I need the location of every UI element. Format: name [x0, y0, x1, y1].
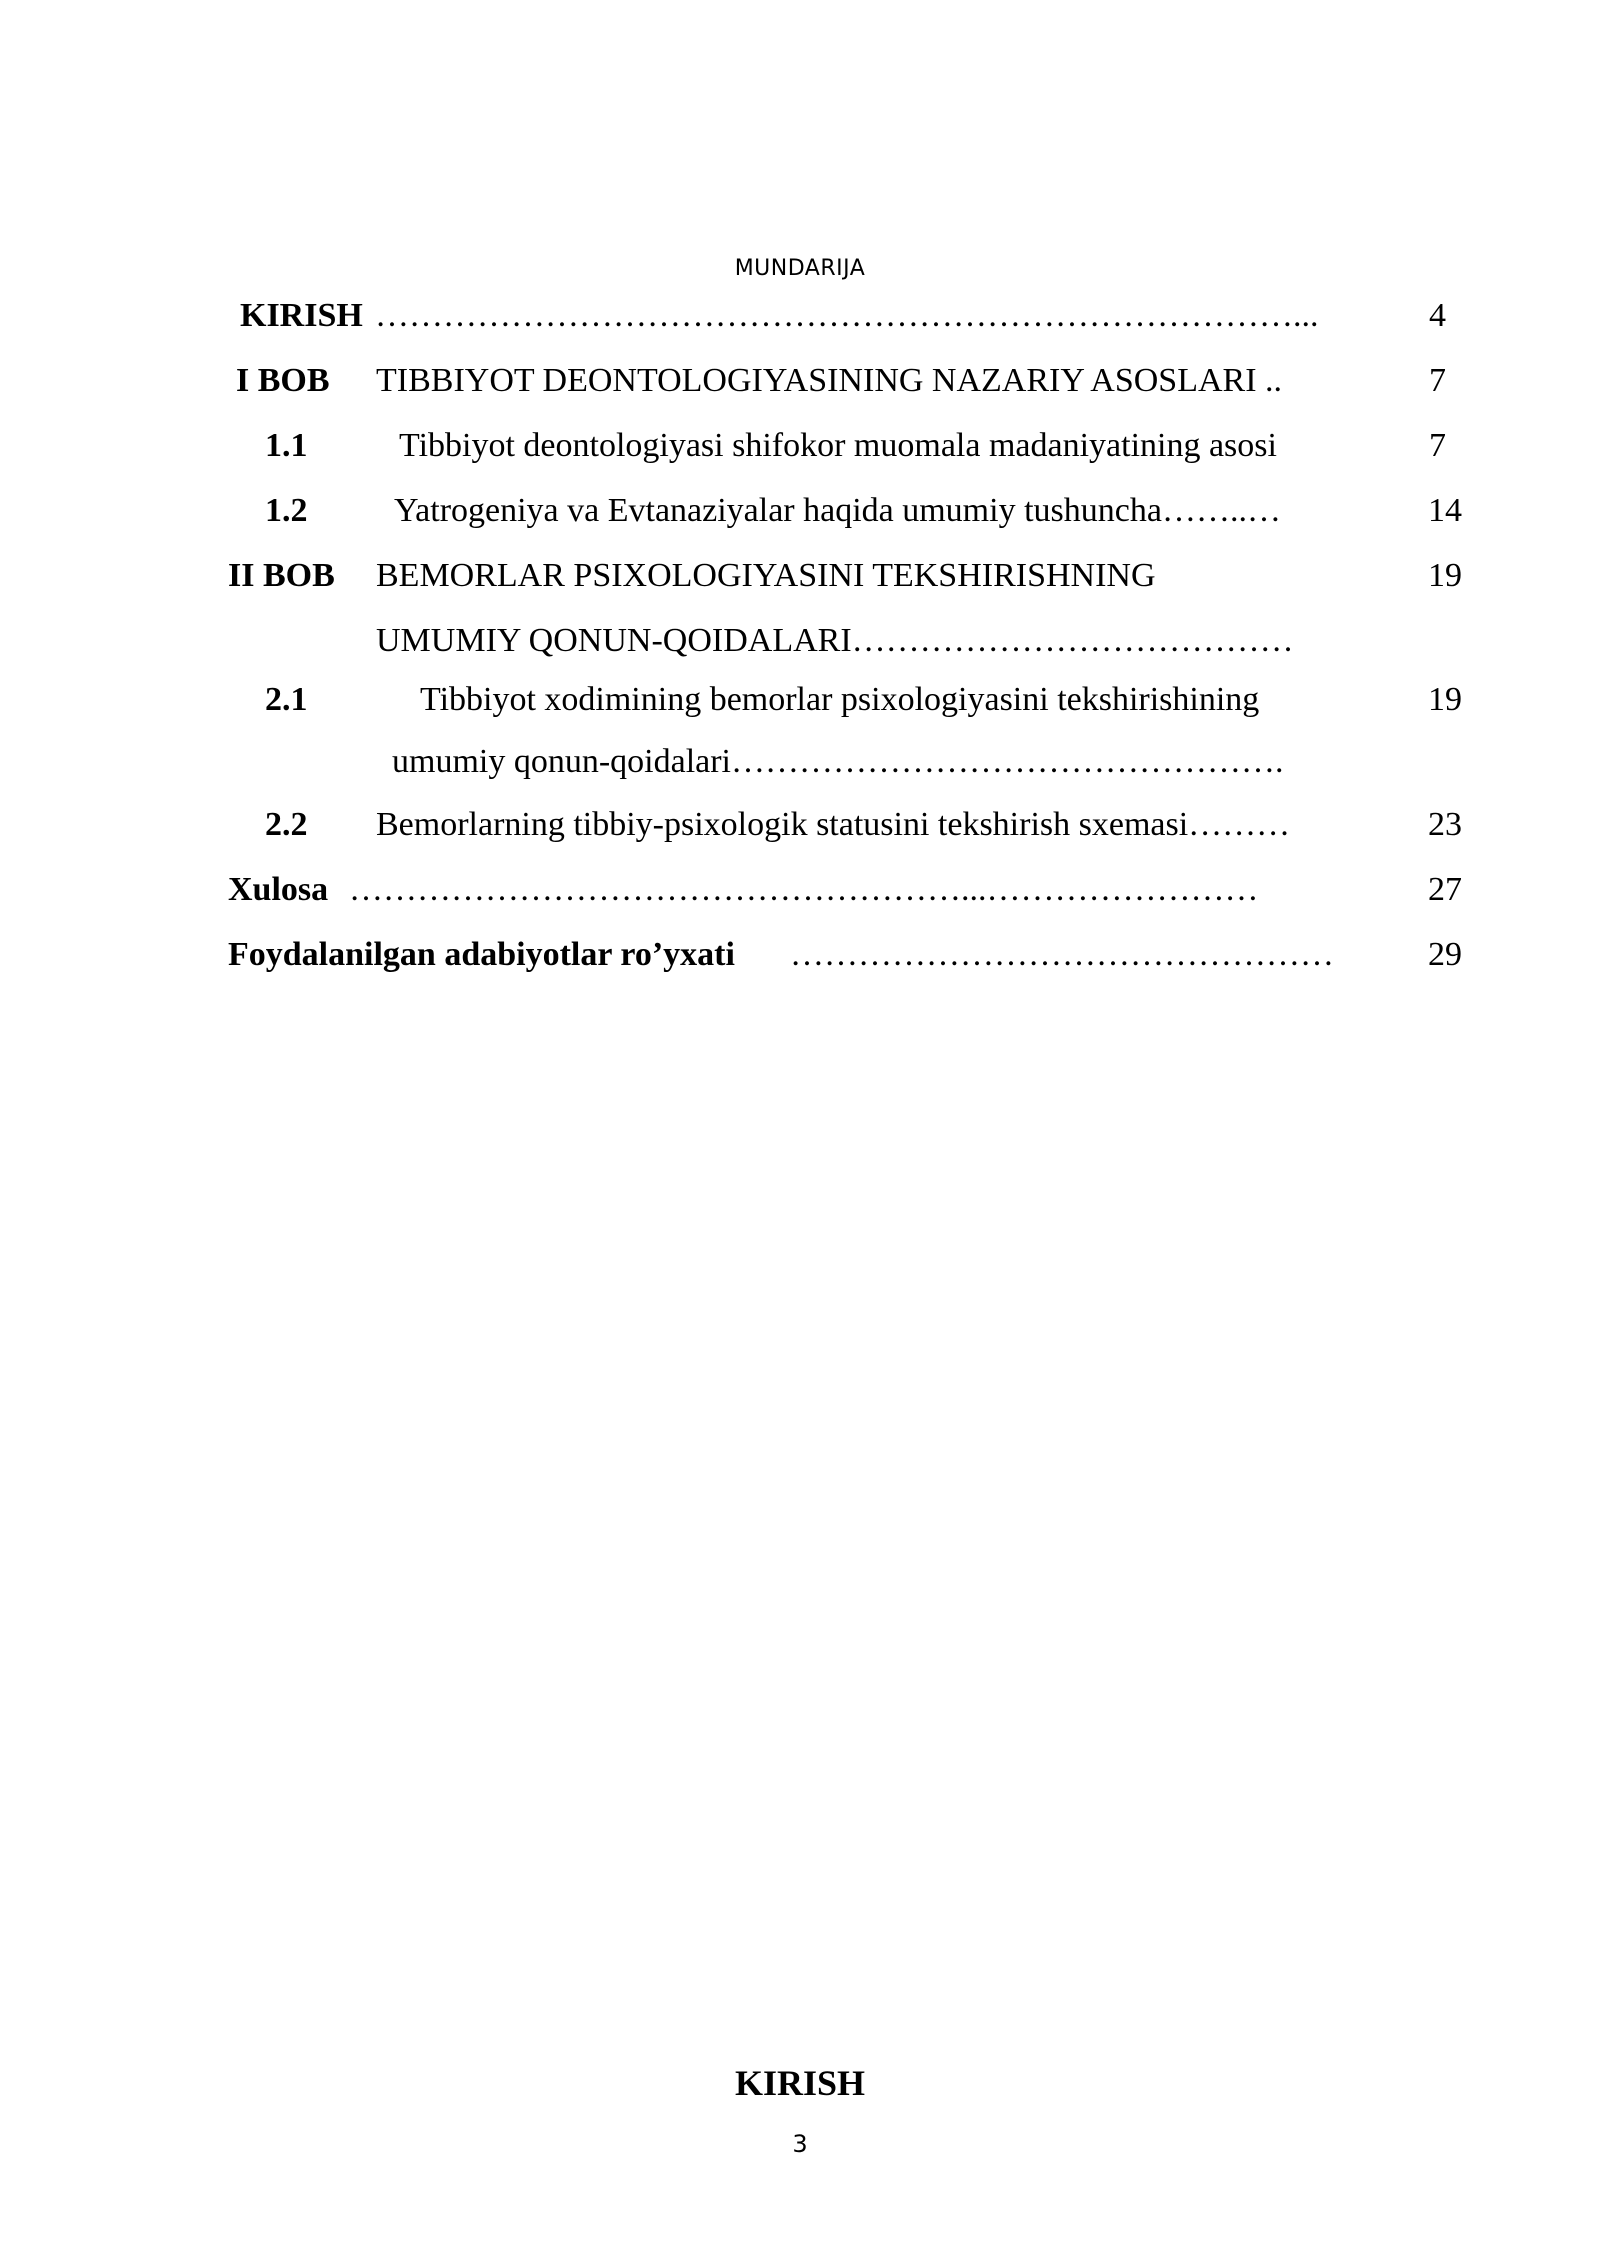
toc-row-title: BEMORLAR PSIXOLOGIYASINI TEKSHIRISHNING [376, 557, 1156, 594]
toc-row-page: 29 [1428, 936, 1462, 973]
toc-row-page: 7 [1429, 427, 1446, 464]
toc-row-label: 2.1 [265, 681, 308, 718]
toc-row-title: Tibbiyot xodimining bemorlar psixologiyasini tekshirishining [420, 681, 1260, 718]
toc-row-label: II BOB [228, 557, 335, 594]
toc-row-label: Foydalanilgan adabiyotlar ro’yxati [228, 936, 735, 973]
toc-row-page: 4 [1429, 297, 1446, 334]
toc-row-page: 19 [1428, 681, 1462, 718]
toc-row-title-cont: umumiy qonun-qoidalari…………………………………………. [392, 743, 1284, 780]
toc-row-page: 14 [1428, 492, 1462, 529]
toc-row-label: I BOB [236, 362, 330, 399]
page-number: 3 [792, 2130, 808, 2158]
toc-row-title-cont: UMUMIY QONUN-QOIDALARI………………………………… [376, 622, 1294, 659]
toc-row-label: Xulosa [228, 871, 329, 908]
toc-row-title: Tibbiyot deontologiyasi shifokor muomala madaniyatining asosi [399, 427, 1277, 464]
toc-row-title: Yatrogeniya va Evtanaziyalar haqida umumiy tushuncha……..… [394, 492, 1281, 529]
section-heading: KIRISH [734, 2063, 866, 2103]
toc-row-label: 2.2 [265, 806, 308, 843]
toc-row-page: 27 [1428, 871, 1462, 908]
toc-row-leader: ………………………………………………...…………………… [349, 871, 1259, 908]
toc-row-page: 23 [1428, 806, 1462, 843]
toc-row-leader: ………………………………………… [790, 936, 1334, 973]
toc-row-page: 19 [1428, 557, 1462, 594]
toc-row-page: 7 [1429, 362, 1446, 399]
toc-heading: MUNDARIJA [734, 256, 866, 281]
toc-row-label: KIRISH [240, 297, 363, 334]
toc-row-title: TIBBIYOT DEONTOLOGIYASINING NAZARIY ASOSLARI .. [376, 362, 1283, 399]
toc-row-label: 1.1 [265, 427, 308, 464]
toc-row-title: Bemorlarning tibbiy-psixologik statusini tekshirish sxemasi……… [376, 806, 1291, 843]
toc-row-label: 1.2 [265, 492, 308, 529]
toc-row-leader: ………………………………………………………………………... [375, 297, 1319, 334]
